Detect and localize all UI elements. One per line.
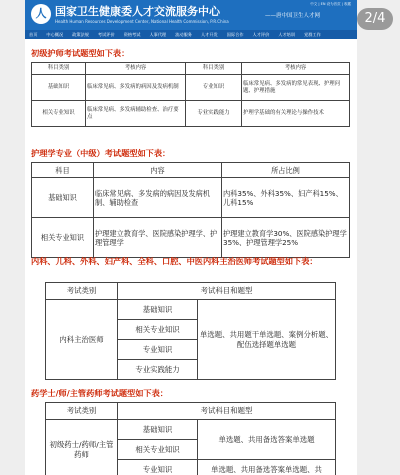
main-nav — [25, 30, 357, 39]
pharmacist-subject-cell: 基础知识 — [118, 420, 198, 440]
physician-header-cell: 考试科目和题型 — [118, 283, 336, 300]
physician-subject-cell: 基础知识 — [118, 300, 198, 320]
physician-header-cell: 考试类别 — [46, 283, 118, 300]
nurse-cell: 临床常见病、多发病的病因及发病机制 — [86, 75, 186, 101]
site-slogan: ——唐中国卫生人才网 — [265, 13, 321, 19]
nurse-header-cell: 考核内容 — [86, 63, 186, 75]
nurse-header-cell: 考核内容 — [242, 63, 350, 75]
site-banner — [25, 0, 357, 30]
nav-item[interactable]: 国际合作 — [226, 31, 244, 37]
physician-subject-cell: 相关专业知识 — [118, 320, 198, 340]
nav-item[interactable]: 政策法规 — [72, 31, 89, 37]
nurse-cell: 专业知识 — [186, 75, 242, 101]
nav-item[interactable]: 党群工作 — [304, 31, 321, 37]
nurse-cell: 临床常见病、多发病的常见表现、护理问题、护理措施 — [242, 75, 350, 101]
nav-item[interactable]: 人才开发 — [200, 31, 218, 37]
nav-item[interactable]: 首页 — [29, 31, 38, 37]
nav-item[interactable]: 流动服务 — [175, 31, 192, 37]
physician-type-cell: 单选题、共用题干单选题、案例分析题、配伍选择题单选题 — [198, 300, 336, 380]
nurse-cell: 基础知识 — [32, 75, 86, 101]
section-title-nursing: 护理学专业（中级）考试题型如下表： — [31, 148, 171, 158]
site-logo-icon: 人 — [31, 4, 51, 24]
nursing-cell: 护理建立教育学30%、医院感染护理学35%、护理管理学25% — [222, 218, 350, 258]
nurse-cell: 护理学基础的有关理论与操作技术 — [242, 101, 350, 127]
nursing-header-cell: 所占比例 — [222, 163, 350, 178]
top-links[interactable]: 中文 | EN 设为首页 | 收藏 — [310, 2, 351, 6]
nurse-cell: 专业实践能力 — [186, 101, 242, 127]
nurse-cell: 相关专业知识 — [32, 101, 86, 127]
nurse-header-cell: 科目类别 — [186, 63, 242, 75]
physician-category-cell: 内科主治医师 — [46, 300, 118, 380]
nurse-cell: 临床常见病、多发病辅助检查、治疗要点 — [86, 101, 186, 127]
physician-subject-cell: 专业知识 — [118, 340, 198, 360]
pharmacist-type-cell: 单选题、共用备选答案单选题、共 — [198, 460, 336, 475]
nursing-header-cell: 内容 — [94, 163, 222, 178]
pharmacist-header-cell: 考试类别 — [46, 403, 118, 420]
site-title[interactable]: 国家卫生健康委人才交流服务中心 — [55, 5, 220, 18]
section-title-nurse: 初级护师考试题型如下表： — [31, 48, 130, 58]
physician-table — [45, 282, 336, 380]
nurse-table — [31, 62, 350, 127]
nav-item[interactable]: 人才评价 — [252, 31, 270, 37]
nursing-cell: 临床常见病、多发病的病因及发病机制、辅助检查 — [94, 178, 222, 218]
nav-item[interactable]: 中心概况 — [46, 31, 64, 37]
pharmacist-header-cell: 考试科目和题型 — [118, 403, 336, 420]
nav-item[interactable]: 人事代理 — [149, 31, 167, 37]
nursing-header-cell: 科目 — [32, 163, 94, 178]
nursing-cell: 基础知识 — [32, 178, 94, 218]
article-page — [25, 0, 357, 475]
nursing-cell: 护理建立教育学、医院感染护理学、护理管理学 — [94, 218, 222, 258]
pharmacist-subject-cell: 相关专业知识 — [118, 440, 198, 460]
nursing-table — [31, 162, 350, 258]
pharmacist-subject-cell: 专业知识 — [118, 460, 198, 475]
nav-item[interactable]: 资格考试 — [123, 31, 141, 37]
nav-item[interactable]: 考试评价 — [97, 31, 115, 37]
section-title-pharmacist: 药学士/师/主管药师考试题型如下表： — [31, 388, 168, 398]
physician-subject-cell: 专业实践能力 — [118, 360, 198, 380]
pharmacist-category-cell: 初级药士/药师/主管药师 — [46, 420, 118, 475]
section-title-physician: 内科、儿科、外科、妇产科、全科、口腔、中医内科主治医师考试题型如下表： — [31, 256, 318, 266]
pharmacist-table — [45, 402, 336, 475]
nursing-cell: 相关专业知识 — [32, 218, 94, 258]
nav-item[interactable]: 人才培训 — [278, 31, 296, 37]
nursing-cell: 内科35%、外科35%、妇产科15%、儿科15% — [222, 178, 350, 218]
nurse-header-cell: 科目类别 — [32, 63, 86, 75]
pharmacist-type-cell: 单选题、共用备选答案单选题 — [198, 420, 336, 460]
page-counter-badge: 2/4 — [357, 8, 393, 30]
site-subtitle: Health Human Resources Development Center, National Health Commission, P.R.China — [55, 19, 229, 24]
